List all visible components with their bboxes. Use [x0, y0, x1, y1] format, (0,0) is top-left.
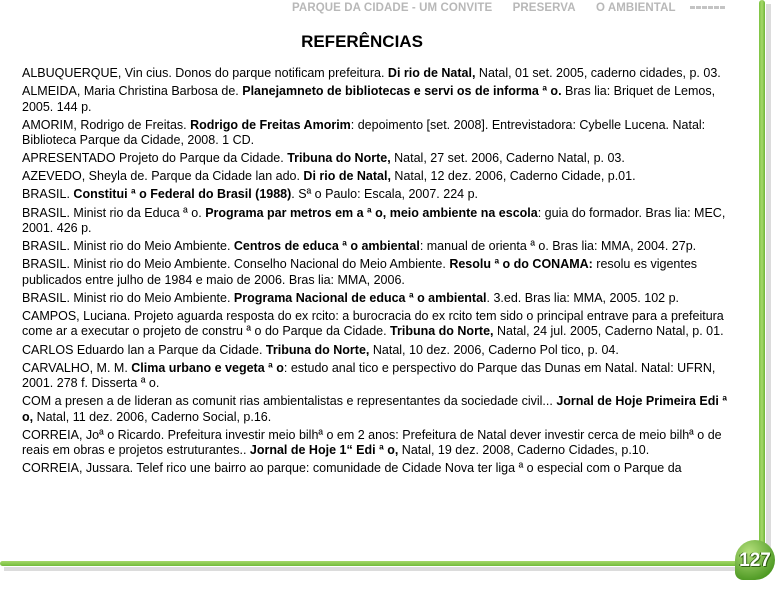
right-green-border [759, 0, 765, 552]
reference-entry: CAMPOS, Luciana. Projeto aguarda resposta do ex rcito: a burocracia do ex rcito tem sido o principal entrave para a prefeitura come ar a executar o projeto de constru ª o do Parque da Cidade. Tribuna do Norte, Natal, 24 jul. 2005, Caderno Natal, p. 01. [22, 308, 724, 339]
header-item: PARQUE DA CIDADE - UM CONVITE [292, 2, 493, 15]
reference-entry: BRASIL. Minist rio do Meio Ambiente. Centros de educa ª o ambiental: manual de orienta ª o. Bras lia: MMA, 2004. 27p. [22, 239, 697, 254]
bottom-green-border [0, 561, 746, 566]
reference-entry: ALMEIDA, Maria Christina Barbosa de. Planejamneto de bibliotecas e servi os de informa ª o. Bras lia: Briquet de Lemos, 2005. 144 p. [22, 84, 716, 114]
page-number-badge [735, 540, 775, 582]
reference-entry: CORREIA, Joª o Ricardo. Prefeitura investir meio bilhª o em 2 anos: Prefeitura de Natal dever investir cerca de meio bilhª o de reais em obras e projetos estruturantes.. Jornal de Hoje 1“ Edi ª o, Natal, 19 dez. 2008, Caderno Cidades, p.10. [22, 427, 722, 458]
reference-entry: COM a presen a de lideran as comunit rias ambientalistas e representantes da sociedade civil... Jornal de Hoje Primeira Edi ª o, Natal, 11 dez. 2006, Caderno Social, p.16. [22, 394, 727, 424]
reference-entry: AMORIM, Rodrigo de Freitas. Rodrigo de Freitas Amorim: depoimento [set. 2008]. Entrevistadora: Cybelle Lucena. Natal: Biblioteca Parque da Cidade, 2008. 1 CD. [22, 117, 706, 148]
reference-entry: BRASIL. Minist rio da Educa ª o. Programa par metros em a ª o, meio ambiente na escola: guia do formador. Bras lia: MEC, 2001. 426 p. [22, 205, 726, 236]
header-item: O AMBIENTAL [595, 2, 676, 15]
reference-entry: APRESENTADO Projeto do Parque da Cidade. Tribuna do Norte, Natal, 27 set. 2006, Caderno Natal, p. 03. [22, 151, 625, 166]
header-item: PRESERVA [512, 2, 576, 15]
reference-entry: CARVALHO, M. M. Clima urbano e vegeta ª o: estudo anal tico e perspectivo do Parque das Dunas em Natal. Natal: UFRN, 2001. 278 f. Disserta ª o. [22, 360, 716, 391]
page-title: REFERÊNCIAS [301, 32, 423, 51]
header-dots-ornament [690, 2, 726, 14]
page-number: 127 [739, 550, 771, 571]
bottom-border-shadow [4, 567, 746, 571]
running-header [292, 2, 743, 14]
reference-entry: BRASIL. Constitui ª o Federal do Brasil (1988). Sª o Paulo: Escala, 2007. 224 p. [22, 187, 478, 202]
reference-entry: BRASIL. Minist rio do Meio Ambiente. Programa Nacional de educa ª o ambiental. 3.ed. Bras lia: MMA, 2005. 102 p. [22, 290, 679, 305]
reference-entry: ALBUQUERQUE, Vin cius. Donos do parque notificam prefeitura. Di rio de Natal, Natal, 01 set. 2005, caderno cidades, p. 03. [22, 66, 721, 80]
reference-entry: CARLOS Eduardo lan a Parque da Cidade. Tribuna do Norte, Natal, 10 dez. 2006, Caderno Pol tico, p. 04. [22, 342, 619, 357]
right-border-shadow [766, 4, 771, 552]
reference-entry: CORREIA, Jussara. Telef rico une bairro ao parque: comunidade de Cidade Nova ter liga ª o especial com o Parque da [22, 461, 682, 476]
reference-entry: AZEVEDO, Sheyla de. Parque da Cidade lan ado. Di rio de Natal, Natal, 12 dez. 2006, Caderno Cidade, p.01. [22, 169, 636, 184]
references-list [22, 66, 730, 480]
reference-entry: BRASIL. Minist rio do Meio Ambiente. Conselho Nacional do Meio Ambiente. Resolu ª o do CONAMA: resolu es vigentes publicados entre julho de 1984 e maio de 2006. Bras lia: MMA, 2006. [22, 257, 698, 287]
